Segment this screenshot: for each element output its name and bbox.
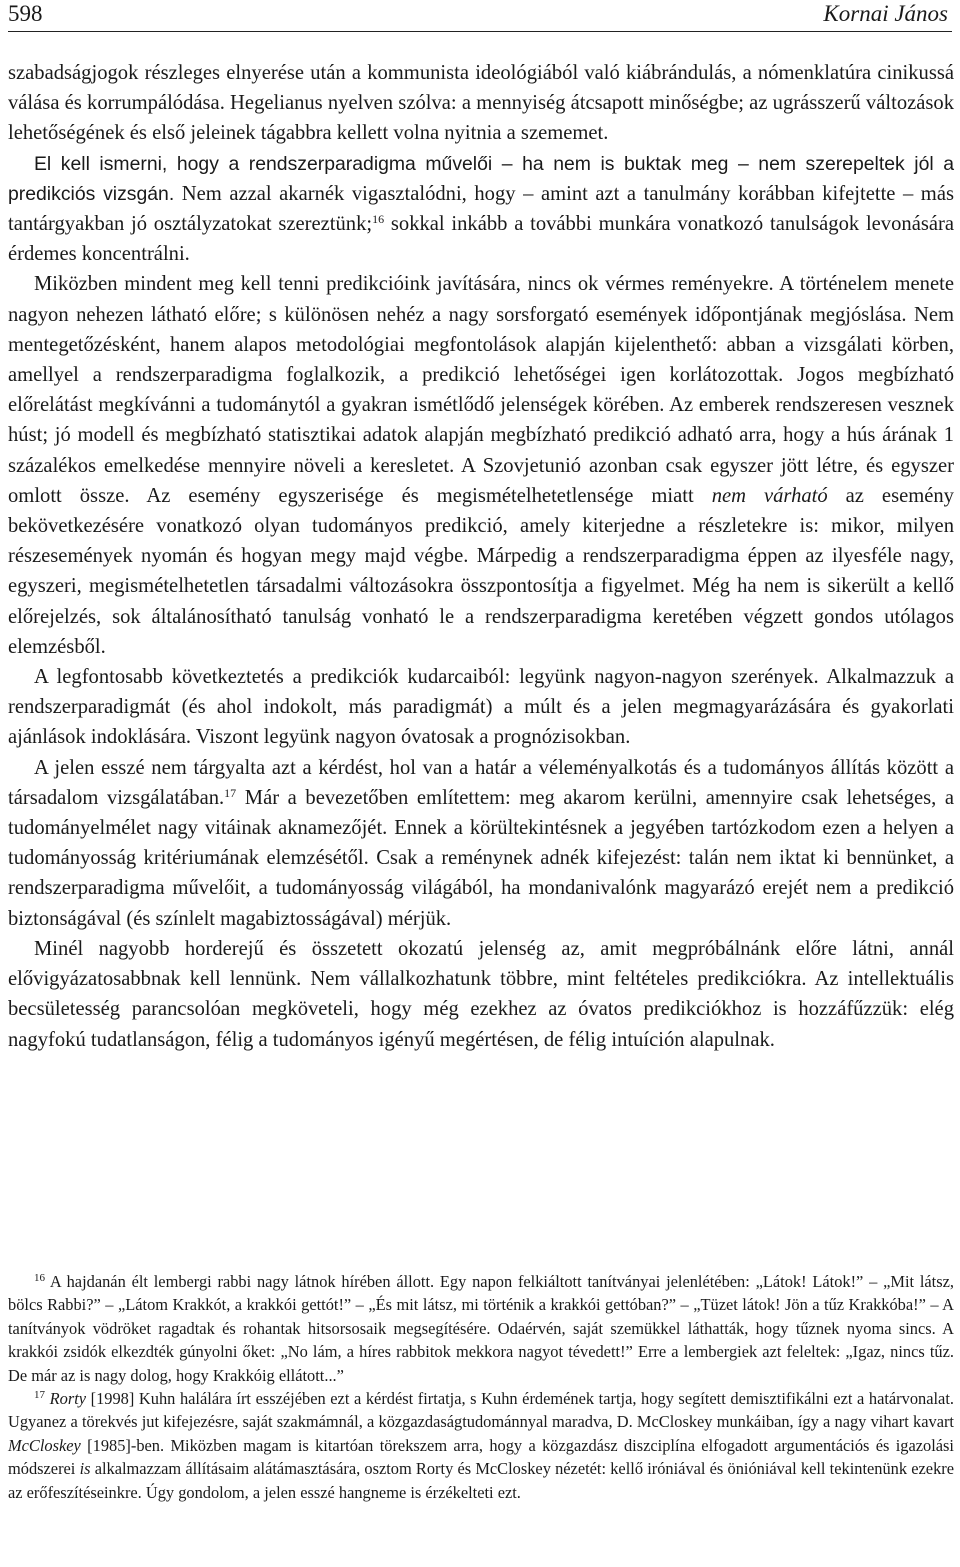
footnote-ref-17: 17 <box>224 785 237 800</box>
footnote-16-text: A hajdanán élt lembergi rabbi nagy látnok hírében állott. Egy napon felkiáltott tanítványai jelenlétében: „Látok! Látok!” – „Mit látsz, bölcs Rabbi?” – „Látom Krakkót, a krakkói gettót!” – „És mit látsz, mi történik a krakkói gettóban?” – „Tüzet látok! Jön a tűz Krakkóba!” – A tanítványok vödröket ragadtak és rohantak hitsorsosaik megsegítésére. Odaérvén, saját szemükkel láthatták, hogy tűznek nyoma sincs. A krakkói zsidók elkezdték gúnyolni őket: „No lám, a híres rabbitok mekkora nagyot tévedett!” Erre a lembergiek azt feleltek: „Igaz, nincs tűz. De már az is nagy dolog, hogy Krakkóig ellátott...” <box>8 1272 954 1385</box>
paragraph-3-text-b: az esemény bekövetkezésére vonatkozó olyan tudományos predikció, amely kiterjedne a részletekre is: mikor, milyen részesemények nyomán és hogyan megy majd végbe. Márpedig a rendszerparadigma éppen az ilyesféle nagy, egyszeri, megismételhetetlen társadalmi változásokra összpontosítja a figyelmet. Még ha nem is sikerült a kellő előrejelzés, sok általánosítható tanulság vonható le a rendszerparadigma keretében végzett gondos utólagos elemzésből. <box>8 484 954 658</box>
footnote-16-mark: 16 <box>34 1272 45 1284</box>
paragraph-4-text: A legfontosabb következtetés a predikciók kudarcaiból: legyünk nagyon-nagyon szerények. Alkalmazzuk a rendszerparadigmát (és ahol indokolt, más paradigmát) a múlt és a jelen megmagyarázására és gyakorlati ajánlások indoklására. Viszont legyünk nagyon óvatosak a prognózisokban. <box>8 666 954 749</box>
footnote-17-text-c: alkalmazzam állításaim alátámasztására, osztom Rorty és McCloskey nézetét: kellő iróniával és önióniával kell tekintenünk ezekre az erőfeszítéseinkre. Úgy gondolom, a jelen esszé hangneme is érzékelteti ezt. <box>8 1459 955 1502</box>
footnote-ref-16: 16 <box>372 212 385 227</box>
footnote-17-text-b: [1985]-ben. Miközben magam is kitartóan törekszem arra, hogy a közgazdász diszciplína elfogadott argumentációs és igazolási módszerei <box>8 1435 954 1479</box>
footnote-17-text-a: [1998] Kuhn halálára írt esszéjében ezt a kérdést firtatja, s Kuhn érdemének tartja, hogy segített demisztifikálni ezt a határvonalat. Ugyanez a törekvés jut kifejezésre, saját szakmámnál, a közgazdaságtudománnyal maradva, D. McCloskey munkáiban, így a nagy vihart kavart <box>8 1389 954 1432</box>
paragraph-2-text-a: Nem azzal akarnék vigasztalódni, hogy – amint azt a tanulmány korábban kifejtette – más tantárgyakban jó osztályzatokat szereztünk; <box>8 182 954 236</box>
footnotes <box>8 1270 954 1504</box>
paragraph-3 <box>8 269 954 662</box>
paragraph-5-text-a: A jelen esszé nem tárgyalta azt a kérdést, hol van a határ a véleményalkotás és a tudományos állítás között a társadalom vizsgálatában. <box>8 756 954 809</box>
paragraph-3-text-a: Miközben mindent meg kell tenni predikcióink javítására, nincs ok vérmes reményekre. A történelem menete nagyon nehezen látható előre; s különösen nehéz a nagy sorsforgató események időpontjának megjóslása. Nem mentegetőzésként, hanem alapos metodológiai megfontolások alapján kijelenthető: abban a vizsgálati körben, amellyel a rendszerparadigma foglalkozik, a predikció lehetőségei igen korlátozottak. Jogos megbízható előrelátást megkívánni a tudománytól a gyakran ismétlődő jelenségek körében. Az emberek rendszeresen vesznek húst; jó modell és megbízható statisztikai adatok alapján megbízható predikció adható arra, hogy a hús árának 1 százalékos emelkedése mennyire növeli a keresletet. A Szovjetunió azonban csak egyszer jött létre, és egyszer omlott össze. Az esemény egyszerisége és megismételhetetlensége miatt <box>8 273 954 507</box>
page-number: 598 <box>8 1 43 26</box>
paragraph-2 <box>8 149 954 270</box>
paragraph-6-text: Minél nagyobb horderejű és összetett okozatú jelenség az, amit megpróbálnánk előre látni, annál elővigyázatosabbnak kell lennünk. Nem vállalkozhatunk többre, mint feltételes predikciókra. Az intellektuális becsületesség parancsolóan megköveteli, hogy még ezekhez az óvatos predikciókhoz is hozzáfűzzük: elég nagyfokú tudatlanságon, félig a tudományos igényű megértésen, de félig intuíción alapulnak. <box>8 937 954 1051</box>
paragraph-1 <box>8 58 954 149</box>
paragraph-4 <box>8 662 954 753</box>
paragraph-2-sans-text: El kell ismerni, hogy a rendszerparadigma művelői – ha nem is buktak meg – nem szerepeltek jól a predikciós vizsgán. <box>8 152 954 205</box>
footnote-17-emphasis-is: is <box>79 1459 91 1479</box>
paragraph-3-emphasis: nem várható <box>711 484 828 507</box>
footnote-17-citation-rorty: Rorty <box>49 1389 87 1409</box>
paragraph-5-text-b: Már a bevezetőben említettem: meg akarom kerülni, amennyire csak lehetséges, a tudományelmélet nagy vitáinak aknamezőjét. Ennek a körültekintésnek a jegyében tartózkodom ezen a helyen a tudományosság kritériumának elemzésétől. Csak a reménynek adnék kifejezést: talán nem iktat ki bennünket, a rendszerparadigma művelőit, a tudományosság világából, ha mondanivalónk magyarázó erejét nem a predikció biztonságával (és színlelt magabiztosságával) mérjük. <box>8 786 954 930</box>
running-head-author: Kornai János <box>823 1 948 26</box>
paragraph-2-text-b: sokkal inkább a további munkára vonatkozó tanulságok levonására érdemes koncentrálni. <box>8 213 954 266</box>
footnote-17-citation-mccloskey: McCloskey <box>8 1435 81 1455</box>
body-text <box>8 58 954 1055</box>
footnote-16 <box>8 1270 954 1387</box>
footnote-17 <box>8 1387 954 1504</box>
paragraph-6 <box>8 934 954 1055</box>
page-header <box>8 0 952 32</box>
footnote-17-mark: 17 <box>34 1389 45 1402</box>
paragraph-1-text: szabadságjogok részleges elnyerése után a kommunista ideológiából való kiábrándulás, a nómenklatúra cinikussá válása és korrumpálódása. Hegelianus nyelven szólva: a mennyiség átcsapott minőségbe; az ugrásszerű változások lehetőségének és első jeleinek tágabbra kellett volna nyitnia a szememet. <box>8 62 954 145</box>
paragraph-5 <box>8 753 954 934</box>
